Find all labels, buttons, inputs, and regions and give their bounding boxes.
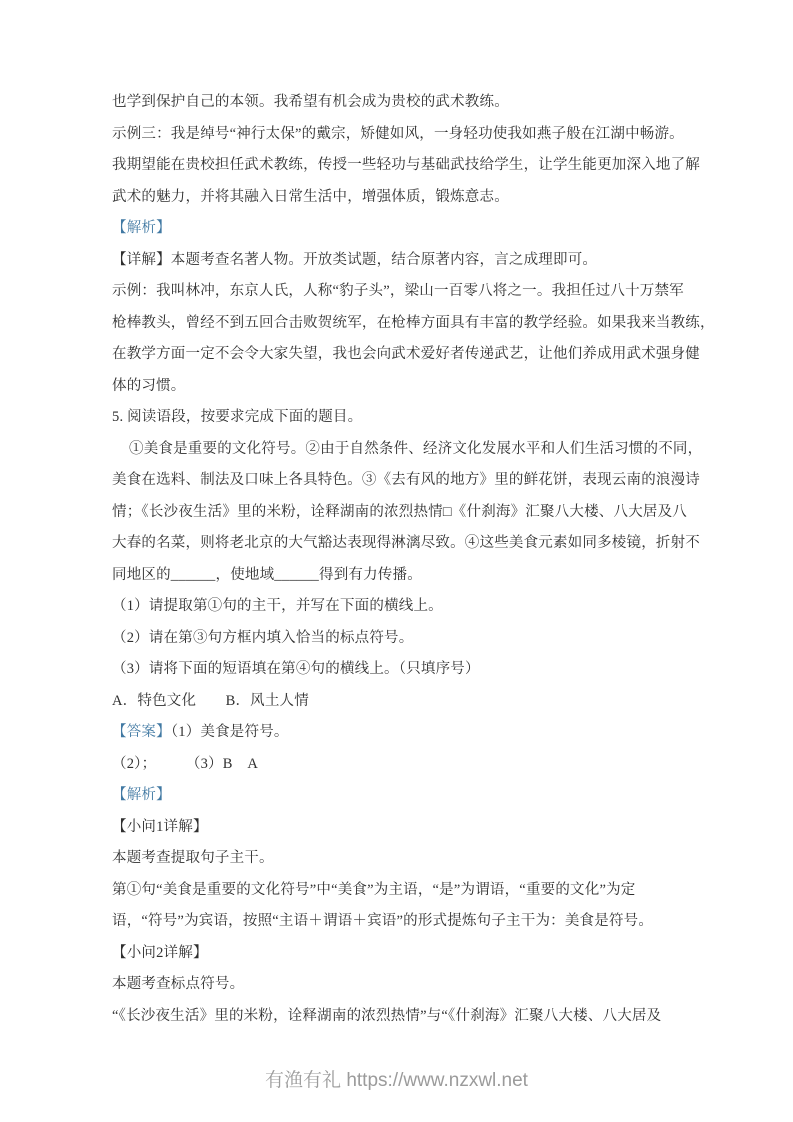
passage-line: 情；《长沙夜生活》里的米粉，诠释湖南的浓烈热情□《什刹海》汇聚八大楼、八大居及八 xyxy=(112,503,688,520)
text-line: 本题考查标点符号。 xyxy=(112,976,245,992)
text-line: 本题考查提取句子主干。 xyxy=(112,850,274,866)
option-choices: A．特色文化 B．风土人情 xyxy=(112,692,309,709)
passage-line: 大春的名菜，则将老北京的大气豁达表现得淋漓尽致。④这些美食元素如同多棱镜，折射不 xyxy=(112,535,700,551)
sub-question-2: （2）请在第③句方框内填入恰当的标点符号。 xyxy=(112,629,414,646)
text-line: 示例三：我是绰号“神行太保”的戴宗，矫健如风，一身轻功使我如燕子般在江湖中畅游。 xyxy=(112,125,684,142)
analysis-marker xyxy=(112,780,712,812)
subquestion-1-detail-marker: 【小问1详解】 xyxy=(112,818,208,835)
answer-text: （1）美食是符号。 xyxy=(170,724,289,740)
question-5-title: 5. 阅读语段，按要求完成下面的题目。 xyxy=(112,409,363,425)
text-line: 枪棒教头，曾经不到五回合击败贺统军，在枪棒方面具有丰富的教学经验。如果我来当教练， xyxy=(112,314,715,331)
text-line: 示例：我叫林冲，东京人氏，人称“豹子头”，梁山一百零八将之一。我担任过八十万禁军 xyxy=(112,283,684,299)
analysis-marker xyxy=(112,213,712,245)
analysis-label: 【解析】 xyxy=(112,787,171,803)
answer-label: 【答案】 xyxy=(112,724,171,740)
passage-line: ①美食是重要的文化符号。②由于自然条件、经济文化发展水平和人们生活习惯的不同， xyxy=(129,440,703,457)
text-line: 第①句“美食是重要的文化符号”中“美食”为主语，“是”为谓语，“重要的文化”为定 xyxy=(112,881,636,898)
text-line: “《长沙夜生活》里的米粉，诠释湖南的浓烈热情”与“《什刹海》汇聚八大楼、八大居及 xyxy=(112,1007,662,1024)
passage-line: 同地区的______，使地域______得到有力传播。 xyxy=(112,566,422,583)
text-line: 体的习惯。 xyxy=(112,377,186,394)
document-page xyxy=(112,87,715,1032)
watermark-footer: 有渔有礼 https://www.nzxwl.net xyxy=(265,1070,528,1091)
text-line: 在教学方面一定不会令大家失望，我也会向武术爱好者传递武艺，让他们养成用武术强身健 xyxy=(112,346,700,362)
text-line: 我期望能在贵校担任武术教练，传授一些轻功与基础武技给学生，让学生能更加深入地了解 xyxy=(112,157,700,173)
answer-line: （2）； （3）B A xyxy=(112,755,258,772)
answer-line xyxy=(112,717,712,749)
text-line: 武术的魅力，并将其融入日常生活中，增强体质，锻炼意志。 xyxy=(112,188,509,205)
detail-explanation-line: 【详解】本题考查名著人物。开放类试题，结合原著内容，言之成理即可。 xyxy=(112,251,598,268)
sub-question-3: （3）请将下面的短语填在第④句的横线上。（只填序号） xyxy=(112,661,480,677)
text-line: 语，“符号”为宾语，按照“主语＋谓语＋宾语”的形式提炼句子主干为：美食是符号。 xyxy=(112,913,654,929)
sub-question-1: （1）请提取第①句的主干，并写在下面的横线上。 xyxy=(112,598,443,614)
analysis-label: 【解析】 xyxy=(112,220,171,236)
text-line: 也学到保护自己的本领。我希望有机会成为贵校的武术教练。 xyxy=(112,94,509,110)
subquestion-2-detail-marker: 【小问2详解】 xyxy=(112,944,208,961)
passage-line: 美食在选料、制法及口味上各具特色。③《去有风的地方》里的鲜花饼，表现云南的浪漫诗 xyxy=(112,472,700,488)
